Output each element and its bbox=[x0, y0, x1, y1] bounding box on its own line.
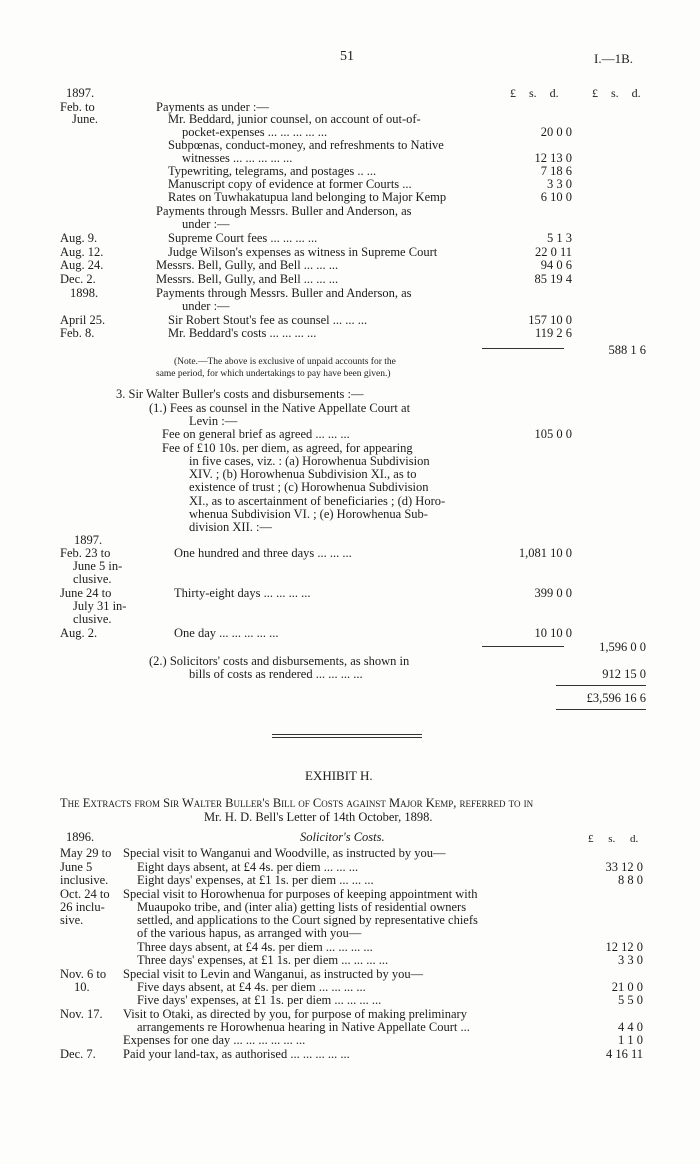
row-date: July 31 in- bbox=[73, 599, 127, 613]
fee-line: XI., as to ascertainment of beneficiaries ; (d) Horo- bbox=[189, 494, 446, 508]
row-amount: 157 10 0 bbox=[528, 313, 572, 327]
column-header-right: £ s. d. bbox=[592, 86, 641, 100]
row-date: June 5 in- bbox=[73, 559, 123, 573]
fee-line: XIV. ; (b) Horowhenua Subdivision XI., as to bbox=[189, 467, 417, 481]
exhibit-intro: The Extracts from Sir Walter Buller's Bill of Costs against Major Kemp, referred to in bbox=[60, 796, 534, 810]
row-date: April 25. bbox=[60, 313, 106, 327]
line-date: 10. bbox=[74, 980, 90, 994]
row-date: 1897. bbox=[66, 86, 95, 100]
row-description: Thirty-eight days ... ... ... ... bbox=[174, 586, 311, 600]
line-date: Nov. 17. bbox=[60, 1007, 103, 1021]
payments-total: 588 1 6 bbox=[608, 343, 646, 357]
line-description: settled, and applications to the Court signed by representative chiefs bbox=[137, 913, 478, 927]
fee-line: whenua Subdivision VI. ; (e) Horowhenua Sub- bbox=[189, 507, 428, 521]
exhibit-title: EXHIBIT H. bbox=[305, 768, 373, 783]
line-description: Three days absent, at £4 4s. per diem ... ... ... ... bbox=[137, 940, 373, 954]
row-amount: 1,081 10 0 bbox=[518, 546, 572, 560]
row-description: Payments through Messrs. Buller and Anderson, as bbox=[156, 204, 412, 218]
line-date: Nov. 6 to bbox=[60, 967, 107, 981]
grand-total: £3,596 16 6 bbox=[586, 691, 646, 705]
exhibit-subheading: Solicitor's Costs. bbox=[300, 830, 385, 844]
line-amount: 5 5 0 bbox=[618, 993, 643, 1007]
subtotal-rule bbox=[482, 348, 564, 349]
row-amount: 6 10 0 bbox=[540, 190, 572, 204]
row-amount: 85 19 4 bbox=[534, 272, 572, 286]
row-amount: 5 1 3 bbox=[547, 231, 572, 245]
line-amount: 4 4 0 bbox=[618, 1020, 643, 1034]
line-date: inclusive. bbox=[60, 873, 109, 887]
line-description: Five days' expenses, at £1 1s. per diem ... ... ... ... bbox=[137, 993, 382, 1007]
line-amount: 33 12 0 bbox=[605, 860, 643, 874]
line-amount: 21 0 0 bbox=[611, 980, 643, 994]
line-description: Eight days absent, at £4 4s. per diem ... ... ... bbox=[137, 860, 359, 874]
row-date: Feb. 23 to bbox=[60, 546, 111, 560]
line-description: Special visit to Wanganui and Woodville, as instructed by you— bbox=[123, 846, 446, 860]
subsection-2-heading: (2.) Solicitors' costs and disbursements, as shown in bbox=[149, 654, 410, 668]
row-date: Feb. to bbox=[60, 100, 95, 114]
row-date: Aug. 9. bbox=[60, 231, 98, 245]
fee-line: in five cases, viz. : (a) Horowhenua Subdivision bbox=[189, 454, 430, 468]
row-date: June 24 to bbox=[60, 586, 112, 600]
row-date: Aug. 2. bbox=[60, 626, 98, 640]
row-amount: 94 0 6 bbox=[540, 258, 572, 272]
line-date: May 29 to bbox=[60, 846, 112, 860]
row-description: Rates on Tuwhakatupua land belonging to Major Kemp bbox=[168, 190, 447, 204]
line-amount: 8 8 0 bbox=[618, 873, 643, 887]
line-description: Five days absent, at £4 4s. per diem ... ... ... ... bbox=[137, 980, 366, 994]
fees-total: 1,596 0 0 bbox=[599, 640, 646, 654]
row-description: Typewriting, telegrams, and postages .. ... bbox=[168, 164, 377, 178]
subtotal-rule bbox=[482, 646, 564, 647]
row-description: One day ... ... ... ... ... bbox=[174, 626, 279, 640]
row-description: Messrs. Bell, Gully, and Bell ... ... ... bbox=[156, 272, 339, 286]
row-description: witnesses ... ... ... ... ... bbox=[182, 151, 293, 165]
row-date: Aug. 12. bbox=[60, 245, 104, 259]
line-amount: 4 16 11 bbox=[605, 1047, 643, 1061]
row-description: Mr. Beddard's costs ... ... ... ... bbox=[168, 326, 317, 340]
fee-line: existence of trust ; (c) Horowhenua Subdivision bbox=[189, 480, 429, 494]
line-description: Eight days' expenses, at £1 1s. per diem ... ... ... bbox=[137, 873, 374, 887]
row-date: Aug. 24. bbox=[60, 258, 104, 272]
row-amount: 7 18 6 bbox=[540, 164, 572, 178]
row-description: pocket-expenses ... ... ... ... ... bbox=[182, 125, 328, 139]
subsection-2-heading-cont: bills of costs as rendered ... ... ... ... bbox=[189, 667, 363, 681]
line-description: Three days' expenses, at £1 1s. per diem ... ... ... ... bbox=[137, 953, 389, 967]
row-description: under :— bbox=[182, 217, 230, 231]
row-date: clusive. bbox=[73, 572, 112, 586]
line-description: Paid your land-tax, as authorised ... ... ... ... ... bbox=[123, 1047, 350, 1061]
row-description: Sir Robert Stout's fee as counsel ... ... ... bbox=[168, 313, 368, 327]
line-date: Oct. 24 to bbox=[60, 887, 110, 901]
subsection-1-heading-cont: Levin :— bbox=[189, 414, 238, 428]
line-amount: 1 1 0 bbox=[618, 1033, 643, 1047]
line-date: June 5 bbox=[60, 860, 93, 874]
row-description: Judge Wilson's expenses as witness in Supreme Court bbox=[168, 245, 438, 259]
row-description: Payments through Messrs. Buller and Anderson, as bbox=[156, 286, 412, 300]
row-amount: 399 0 0 bbox=[534, 586, 572, 600]
line-description: arrangements re Horowhenua hearing in Native Appellate Court ... bbox=[137, 1020, 470, 1034]
row-amount: 10 10 0 bbox=[534, 626, 572, 640]
row-date: 1898. bbox=[70, 286, 99, 300]
row-description: Supreme Court fees ... ... ... ... bbox=[168, 231, 318, 245]
line-date: Dec. 7. bbox=[60, 1047, 96, 1061]
line-date: 26 inclu- bbox=[60, 900, 105, 914]
row-amount: 119 2 6 bbox=[534, 326, 572, 340]
row-amount: 20 0 0 bbox=[540, 125, 572, 139]
section-divider bbox=[272, 737, 422, 738]
solicitors-costs-amount: 912 15 0 bbox=[602, 667, 646, 681]
line-description: Expenses for one day ... ... ... ... ... ... bbox=[123, 1033, 306, 1047]
row-date: June. bbox=[72, 112, 99, 126]
row-amount: 3 3 0 bbox=[547, 177, 572, 191]
row-amount: 12 13 0 bbox=[534, 151, 572, 165]
note-line: (Note.—The above is exclusive of unpaid accounts for the bbox=[174, 357, 396, 367]
line-amount: 3 3 0 bbox=[618, 953, 643, 967]
general-brief-line: Fee on general brief as agreed ... ... ... bbox=[162, 427, 350, 441]
row-description: Manuscript copy of evidence at former Courts ... bbox=[168, 177, 412, 191]
column-header-left: £ s. d. bbox=[510, 86, 559, 100]
row-description: Payments as under :— bbox=[156, 100, 269, 114]
year-label: 1897. bbox=[74, 533, 103, 547]
row-date: Feb. 8. bbox=[60, 326, 95, 340]
row-date: Dec. 2. bbox=[60, 272, 96, 286]
fee-line: division XII. :— bbox=[189, 520, 272, 534]
exhibit-column-header: £ s. d. bbox=[588, 833, 639, 845]
page-number: 51 bbox=[340, 49, 354, 64]
row-description: Mr. Beddard, junior counsel, on account of out-of- bbox=[168, 112, 421, 126]
line-description: of the various hapus, as arranged with you— bbox=[137, 926, 362, 940]
note-line: same period, for which undertakings to pay have been given.) bbox=[156, 369, 391, 379]
row-description: One hundred and three days ... ... ... bbox=[174, 546, 352, 560]
row-date: clusive. bbox=[73, 612, 112, 626]
document-reference: I.—1B. bbox=[594, 51, 633, 66]
subsection-1-heading: (1.) Fees as counsel in the Native Appellate Court at bbox=[149, 401, 411, 415]
line-date: sive. bbox=[60, 913, 84, 927]
fee-line: Fee of £10 10s. per diem, as agreed, for appearing bbox=[162, 441, 413, 455]
row-amount: 22 0 11 bbox=[534, 245, 572, 259]
section-3-heading: 3. Sir Walter Buller's costs and disbursements :— bbox=[116, 387, 364, 401]
line-description: Muaupoko tribe, and (inter alia) getting lists of residential owners bbox=[137, 900, 467, 914]
row-description: under :— bbox=[182, 299, 230, 313]
total-rule bbox=[556, 709, 646, 710]
line-description: Special visit to Horowhenua for purposes of keeping appointment with bbox=[123, 887, 478, 901]
exhibit-intro-cont: Mr. H. D. Bell's Letter of 14th October, 1898. bbox=[204, 810, 433, 824]
total-rule bbox=[556, 685, 646, 686]
line-description: Visit to Otaki, as directed by you, for purpose of making preliminary bbox=[123, 1007, 467, 1021]
exhibit-year: 1896. bbox=[66, 830, 95, 844]
line-amount: 12 12 0 bbox=[605, 940, 643, 954]
section-divider bbox=[272, 734, 422, 735]
general-brief-amount: 105 0 0 bbox=[534, 427, 572, 441]
row-description: Messrs. Bell, Gully, and Bell ... ... ... bbox=[156, 258, 339, 272]
row-description: Subpœnas, conduct-money, and refreshments to Native bbox=[168, 138, 444, 152]
line-description: Special visit to Levin and Wanganui, as instructed by you— bbox=[123, 967, 424, 981]
